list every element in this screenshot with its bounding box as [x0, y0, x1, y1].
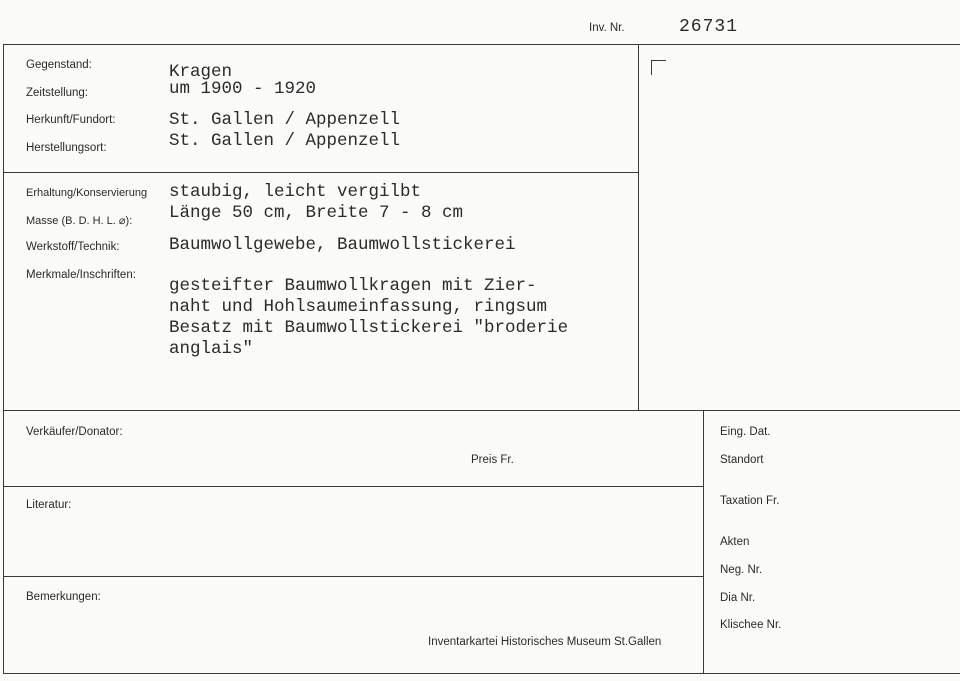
merkmale-line: gesteifter Baumwollkragen mit Zier-: [169, 276, 537, 296]
merkmale-label: Merkmale/Inschriften:: [26, 269, 136, 281]
taxation-label: Taxation Fr.: [720, 495, 780, 507]
merkmale-line: anglais": [169, 339, 254, 359]
card-footer: Inventarkartei Historisches Museum St.Gallen: [428, 636, 662, 648]
section-rule-2: [3, 410, 960, 411]
merkmale-line: naht und Hohlsaumeinfassung, ringsum: [169, 297, 548, 317]
werkstoff-value: Baumwollgewebe, Baumwollstickerei: [169, 235, 516, 255]
bottom-rule: [3, 673, 960, 674]
inv-nr-label: Inv. Nr.: [589, 22, 625, 34]
erhaltung-label: Erhaltung/Konservierung: [26, 187, 148, 199]
verkaeufer-label: Verkäufer/Donator:: [26, 426, 123, 438]
eing-dat-label: Eing. Dat.: [720, 426, 771, 438]
zeitstellung-label: Zeitstellung:: [26, 87, 89, 99]
herkunft-label: Herkunft/Fundort:: [26, 114, 116, 126]
photo-corner-mark: [651, 60, 666, 75]
bemerkungen-label: Bemerkungen:: [26, 591, 101, 603]
left-rule: [3, 44, 4, 674]
klischee-nr-label: Klischee Nr.: [720, 619, 782, 631]
gegenstand-value: Kragen: [169, 62, 233, 82]
herstellungsort-label: Herstellungsort:: [26, 142, 107, 154]
neg-nr-label: Neg. Nr.: [720, 564, 763, 576]
mid-rule-lower: [703, 410, 704, 674]
section-rule-1: [3, 172, 639, 173]
masse-label: Masse (B. D. H. L. ⌀):: [26, 215, 133, 227]
masse-value: Länge 50 cm, Breite 7 - 8 cm: [169, 203, 464, 223]
gegenstand-label: Gegenstand:: [26, 59, 92, 71]
werkstoff-label: Werkstoff/Technik:: [26, 241, 120, 253]
merkmale-line: Besatz mit Baumwollstickerei "broderie: [169, 318, 569, 338]
preis-label: Preis Fr.: [471, 454, 514, 466]
dia-nr-label: Dia Nr.: [720, 592, 756, 604]
inv-nr-value: 26731: [679, 17, 739, 37]
zeitstellung-value: um 1900 - 1920: [169, 79, 317, 99]
herstellungsort-value: St. Gallen / Appenzell: [169, 131, 401, 151]
section-rule-4: [3, 576, 703, 577]
literatur-label: Literatur:: [26, 499, 72, 511]
herkunft-value: St. Gallen / Appenzell: [169, 110, 401, 130]
mid-rule-upper: [638, 44, 639, 411]
standort-label: Standort: [720, 454, 764, 466]
akten-label: Akten: [720, 536, 750, 548]
top-rule: [3, 44, 960, 45]
section-rule-3: [3, 486, 703, 487]
erhaltung-value: staubig, leicht vergilbt: [169, 182, 422, 202]
